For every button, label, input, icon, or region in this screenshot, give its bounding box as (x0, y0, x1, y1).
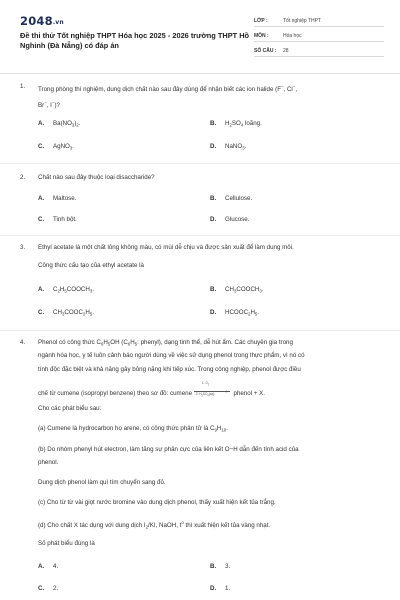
option-d[interactable]: D. NaNO$_3$. (210, 143, 247, 151)
question-number: 3. (20, 244, 26, 251)
option-c[interactable]: C. 2. (38, 585, 59, 592)
question-number: 1. (20, 83, 26, 90)
meta-row-subject: MÔN : Hóa học (254, 30, 384, 42)
question-text-line: chế từ cumene (isopropyl benzene) theo sơ đồ: cumene 1. $O_2$ › 2. $H_2SO_4(aq)$ phenol + X. (38, 381, 265, 398)
statements-prompt: Cho các phát biểu sau: (38, 405, 102, 412)
exam-meta (254, 15, 384, 60)
meta-row-class: LỚP : Tốt nghiệp THPT (254, 15, 384, 27)
question-subtext: Công thức cấu tạo của ethyl acetate là (38, 262, 144, 269)
page-header (0, 0, 400, 60)
option-d[interactable]: D. Glucose. (210, 216, 250, 223)
option-a[interactable]: A. Maltose. (38, 195, 77, 202)
option-c[interactable]: C. $CH_3COOC_2H_5$. (38, 309, 94, 317)
statement-a: (a) Cumene là hydrocarbon họ arene, có công thức phân tử là $C_9H_{10}$. (38, 425, 228, 433)
option-a[interactable]: A. $Ba(NO_3)_2$. (38, 120, 81, 128)
statement-extra: Dung dịch phenol làm quì tím chuyển sang đỏ. (38, 479, 166, 486)
site-logo[interactable]: 2048.vn (20, 14, 64, 28)
question-number: 2. (20, 174, 26, 181)
option-a[interactable]: A. 4. (38, 563, 59, 570)
question-text: Ethyl acetate là một chất lỏng không màu, có mùi dễ chịu và được sản xuất để làm dung môi. (38, 244, 294, 251)
meta-row-count: SỐ CÂU : 28 (254, 45, 384, 57)
exam-title: Đề thi thử Tốt nghiệp THPT Hóa học 2025 - 2026 trường THPT Hồ Nghinh (Đà Nẵng) có đáp án (20, 31, 250, 50)
option-d[interactable]: D. $HCOOC_2H_5$. (210, 309, 260, 317)
option-b[interactable]: B. 3. (210, 563, 231, 570)
option-b[interactable]: B. Cellulose. (210, 195, 253, 202)
statement-b-cont: phenol. (38, 459, 59, 466)
statement-b: (b) Do nhóm phenyl hút electron, làm tăng sự phân cực của liên kết O−H dẫn đến tính acid của (38, 446, 299, 453)
question-text: Chất nào sau đây thuộc loại disaccharide? (38, 174, 155, 181)
question-separator (0, 330, 400, 331)
option-c[interactable]: C. AgNO$_3$. (38, 143, 75, 151)
count-prompt: Số phát biểu đúng là (38, 540, 95, 547)
option-b[interactable]: B. $H_2SO_4$ loãng. (210, 120, 262, 128)
question-text: Phenol có công thức $C_6H_5OH$ ($C_6H_5$: phenyl), dạng tinh thể, dễ hút ẩm. Các chuyên gia trong (38, 339, 293, 347)
option-c[interactable]: C. Tinh bột. (38, 216, 77, 223)
question-text-line: ngành hóa học, y tế luôn cảnh báo người dùng về việc sử dụng phenol trong thực phẩm, vì nó có (38, 352, 305, 359)
header-divider (0, 73, 400, 74)
option-d[interactable]: D. 1. (210, 585, 231, 592)
question-number: 4. (20, 339, 26, 346)
question-text-line: tính độc đặc biệt và khả năng gây bỏng nặng khi tiếp xúc. Trong công nghiệp, phenol được điều (38, 366, 301, 373)
statement-c: (c) Cho từ từ vài giọt nước bromine vào dung dịch phenol, thấy xuất hiện kết tủa trắng. (38, 499, 276, 506)
question-text: Trong phòng thí nghiệm, dung dịch chất nào sau đây dùng để nhận biết các ion halide (F−, Cl−, Br−, I−)? (38, 84, 298, 110)
reaction-scheme: 1. $O_2$ › 2. $H_2SO_4(aq)$ (194, 387, 232, 397)
statement-d: (d) Cho chất X tác dụng với dung dịch $I_2/KI$, NaOH, $t^o$ thì xuất hiện kết tủa vàng nhạt. (38, 520, 271, 530)
option-b[interactable]: B. $CH_3COOCH_3$. (210, 286, 264, 294)
question-separator (0, 163, 400, 164)
option-a[interactable]: A. $C_2H_5COOCH_3$. (38, 286, 94, 294)
question-separator (0, 235, 400, 236)
